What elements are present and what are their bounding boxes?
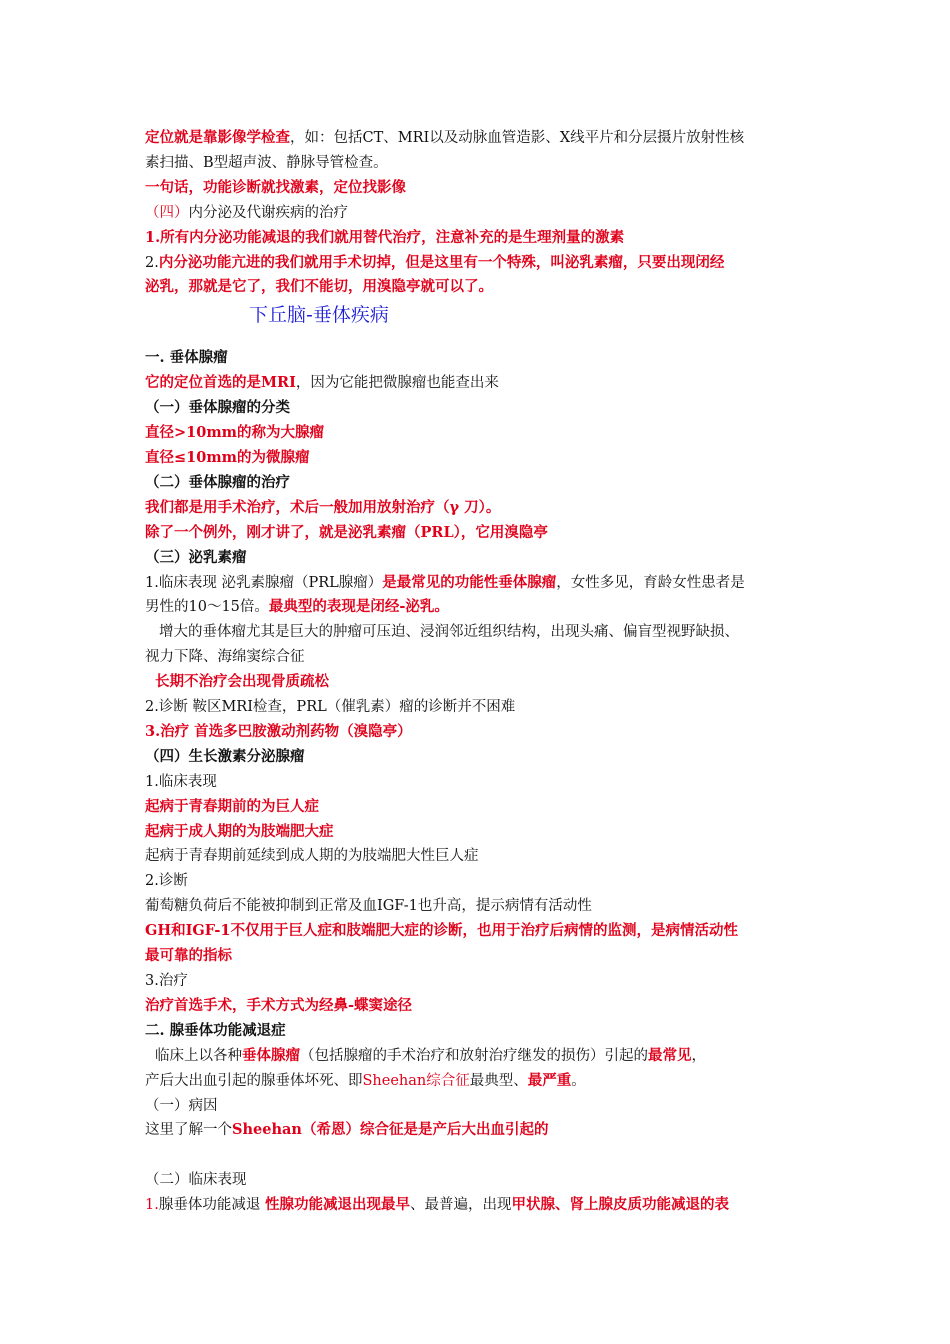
highlighted-text: Sheehan综合征 bbox=[362, 1072, 470, 1089]
text-span: （一）垂体腺瘤的分类 bbox=[145, 399, 290, 417]
text-span: 。 bbox=[571, 1072, 586, 1089]
text-span: 3.治疗 bbox=[145, 973, 188, 989]
text-line bbox=[145, 496, 815, 521]
highlighted-text: 性腺功能减退出现最早 bbox=[264, 1196, 410, 1214]
text-line bbox=[145, 446, 815, 471]
highlighted-text: 它的定位首选的是MRI bbox=[145, 374, 296, 392]
text-line bbox=[145, 546, 815, 571]
text-line bbox=[145, 670, 815, 695]
highlighted-text: 最可靠的指标 bbox=[145, 947, 232, 965]
text-line bbox=[145, 421, 815, 446]
text-span: 素扫描、B型超声波、静脉导管检查。 bbox=[145, 154, 388, 171]
intro-block bbox=[145, 126, 815, 300]
text-span: ，因为它能把微腺瘤也能查出来 bbox=[295, 375, 499, 392]
text-span: 1.临床表现 bbox=[145, 773, 217, 790]
highlighted-text: 最典型的表现是闭经-泌乳。 bbox=[268, 598, 449, 616]
highlighted-text: 治疗首选手术，手术方式为经鼻-蝶窦途径 bbox=[145, 996, 413, 1014]
text-span: 二. 腺垂体功能减退症 bbox=[145, 1021, 286, 1039]
text-line bbox=[145, 1094, 815, 1119]
text-line bbox=[145, 969, 815, 994]
text-span: 临床上以各种 bbox=[155, 1047, 242, 1064]
text-line bbox=[145, 346, 815, 371]
text-span: 产后大出血引起的腺垂体坏死、即 bbox=[145, 1072, 363, 1089]
highlighted-text: 起病于青春期前的为巨人症 bbox=[145, 797, 319, 815]
text-span: （包括腺瘤的手术治疗和放射治疗继发的损伤）引起的 bbox=[300, 1047, 648, 1064]
text-span: （二）垂体腺瘤的治疗 bbox=[145, 473, 290, 491]
highlighted-text: 甲状腺、肾上腺皮质功能减退的表 bbox=[511, 1196, 729, 1214]
highlighted-text: 是最常见的功能性垂体腺瘤 bbox=[382, 573, 557, 591]
text-span: 最典型、 bbox=[469, 1072, 528, 1089]
document-body bbox=[145, 126, 815, 1218]
text-line bbox=[145, 126, 815, 151]
text-span: 一. 垂体腺瘤 bbox=[145, 349, 228, 367]
text-span: （三）泌乳素瘤 bbox=[145, 548, 247, 566]
text-line bbox=[145, 745, 815, 770]
text-span: ，如：包括CT、MRI以及动脉血管造影、X线平片和分层摄片放射性核 bbox=[290, 130, 745, 146]
text-line bbox=[145, 275, 815, 300]
text-span: （四）生长激素分泌腺瘤 bbox=[145, 747, 305, 765]
text-span: 1.临床表现 泌乳素腺瘤（PRL腺瘤） bbox=[145, 574, 383, 591]
highlighted-text: 定位就是靠影像学检查 bbox=[145, 129, 290, 146]
highlighted-text: 直径≤10mm的为微腺瘤 bbox=[145, 448, 310, 466]
text-span: 2.诊断 bbox=[145, 873, 188, 890]
text-line bbox=[145, 994, 815, 1019]
highlighted-text: 1. bbox=[145, 1197, 159, 1214]
text-line bbox=[145, 201, 815, 226]
text-line bbox=[145, 1168, 815, 1193]
text-line bbox=[145, 1118, 815, 1143]
highlighted-text: 长期不治疗会出现骨质疏松 bbox=[155, 673, 329, 691]
text-span: 增大的垂体瘤尤其是巨大的肿瘤可压迫、浸润邻近组织结构，出现头痛、偏盲型视野缺损、 bbox=[159, 624, 739, 641]
text-span: ， bbox=[691, 1047, 706, 1064]
text-line bbox=[145, 645, 815, 670]
text-span: 男性的10～15倍。 bbox=[145, 599, 269, 616]
highlighted-text: 垂体腺瘤 bbox=[242, 1046, 300, 1064]
text-span: 内分泌及代谢疾病的治疗 bbox=[188, 204, 348, 221]
highlighted-text: 直径>10mm的称为大腺瘤 bbox=[145, 424, 325, 442]
text-line bbox=[145, 371, 815, 396]
text-line bbox=[145, 770, 815, 795]
highlighted-text: 我们都是用手术治疗，术后一般加用放射治疗（γ 刀）。 bbox=[145, 498, 501, 516]
text-line bbox=[145, 944, 815, 969]
text-line bbox=[145, 151, 815, 176]
highlighted-text: GH和IGF-1不仅用于巨人症和肢端肥大症的诊断，也用于治疗后病情的监测，是病情活动性 bbox=[145, 922, 738, 940]
highlighted-text: 最常见 bbox=[648, 1046, 692, 1064]
text-line bbox=[145, 720, 815, 745]
text-span: 2.诊断 鞍区MRI检查，PRL（催乳素）瘤的诊断并不困难 bbox=[145, 699, 516, 716]
highlighted-text: 起病于成人期的为肢端肥大症 bbox=[145, 822, 334, 840]
highlighted-text: （四） bbox=[145, 204, 189, 221]
text-line bbox=[145, 919, 815, 944]
text-line bbox=[145, 869, 815, 894]
text-span: 这里了解一个 bbox=[145, 1122, 232, 1139]
highlighted-text: 1.所有内分泌功能减退的我们就用替代治疗，注意补充的是生理剂量的激素 bbox=[145, 228, 625, 246]
highlighted-text: 最严重 bbox=[527, 1071, 572, 1089]
text-span: （二）临床表现 bbox=[145, 1172, 247, 1189]
pituitary-section bbox=[145, 346, 815, 1218]
text-span: 视力下降、海绵窦综合征 bbox=[145, 649, 305, 666]
text-line bbox=[145, 251, 815, 276]
text-span: ，女性多见，育龄女性患者是 bbox=[556, 574, 745, 591]
highlighted-text: 一句话，功能诊断就找激素，定位找影像 bbox=[145, 178, 406, 196]
text-line bbox=[145, 176, 815, 201]
text-line bbox=[145, 226, 815, 251]
text-line bbox=[145, 595, 815, 620]
text-line bbox=[145, 571, 815, 596]
text-span: 2. bbox=[145, 254, 159, 271]
text-line bbox=[145, 620, 815, 645]
text-line bbox=[145, 894, 815, 919]
text-line bbox=[145, 795, 815, 820]
text-line bbox=[145, 820, 815, 845]
text-line bbox=[145, 695, 815, 720]
text-span: 葡萄糖负荷后不能被抑制到正常及血IGF-1也升高，提示病情有活动性 bbox=[145, 898, 592, 915]
text-span: 起病于青春期前延续到成人期的为肢端肥大性巨人症 bbox=[145, 848, 479, 865]
text-line bbox=[145, 521, 815, 546]
text-line bbox=[145, 396, 815, 421]
text-line bbox=[145, 1193, 815, 1218]
section-heading: 下丘脑-垂体疾病 bbox=[249, 304, 389, 327]
text-line bbox=[145, 471, 815, 496]
highlighted-text: 泌乳，那就是它了，我们不能切，用溴隐亭就可以了。 bbox=[145, 278, 493, 296]
text-span: 腺垂体功能减退 bbox=[158, 1197, 265, 1214]
text-line bbox=[145, 1044, 815, 1069]
highlighted-text: 除了一个例外，刚才讲了，就是泌乳素瘤（PRL），它用溴隐亭 bbox=[145, 523, 548, 541]
blank-line bbox=[145, 1143, 815, 1168]
highlighted-text: Sheehan（希恩）综合征是是产后大出血引起的 bbox=[232, 1121, 549, 1139]
highlighted-text: 3.治疗 首选多巴胺激动剂药物（溴隐亭） bbox=[145, 722, 412, 740]
highlighted-text: 内分泌功能亢进的我们就用手术切掉，但是这里有一个特殊，叫泌乳素瘤，只要出现闭经 bbox=[158, 253, 725, 271]
text-span: （一）病因 bbox=[145, 1097, 218, 1114]
text-line bbox=[145, 844, 815, 869]
text-line bbox=[145, 1069, 815, 1094]
text-line bbox=[145, 1019, 815, 1044]
text-span: 、最普遍，出现 bbox=[409, 1197, 512, 1214]
